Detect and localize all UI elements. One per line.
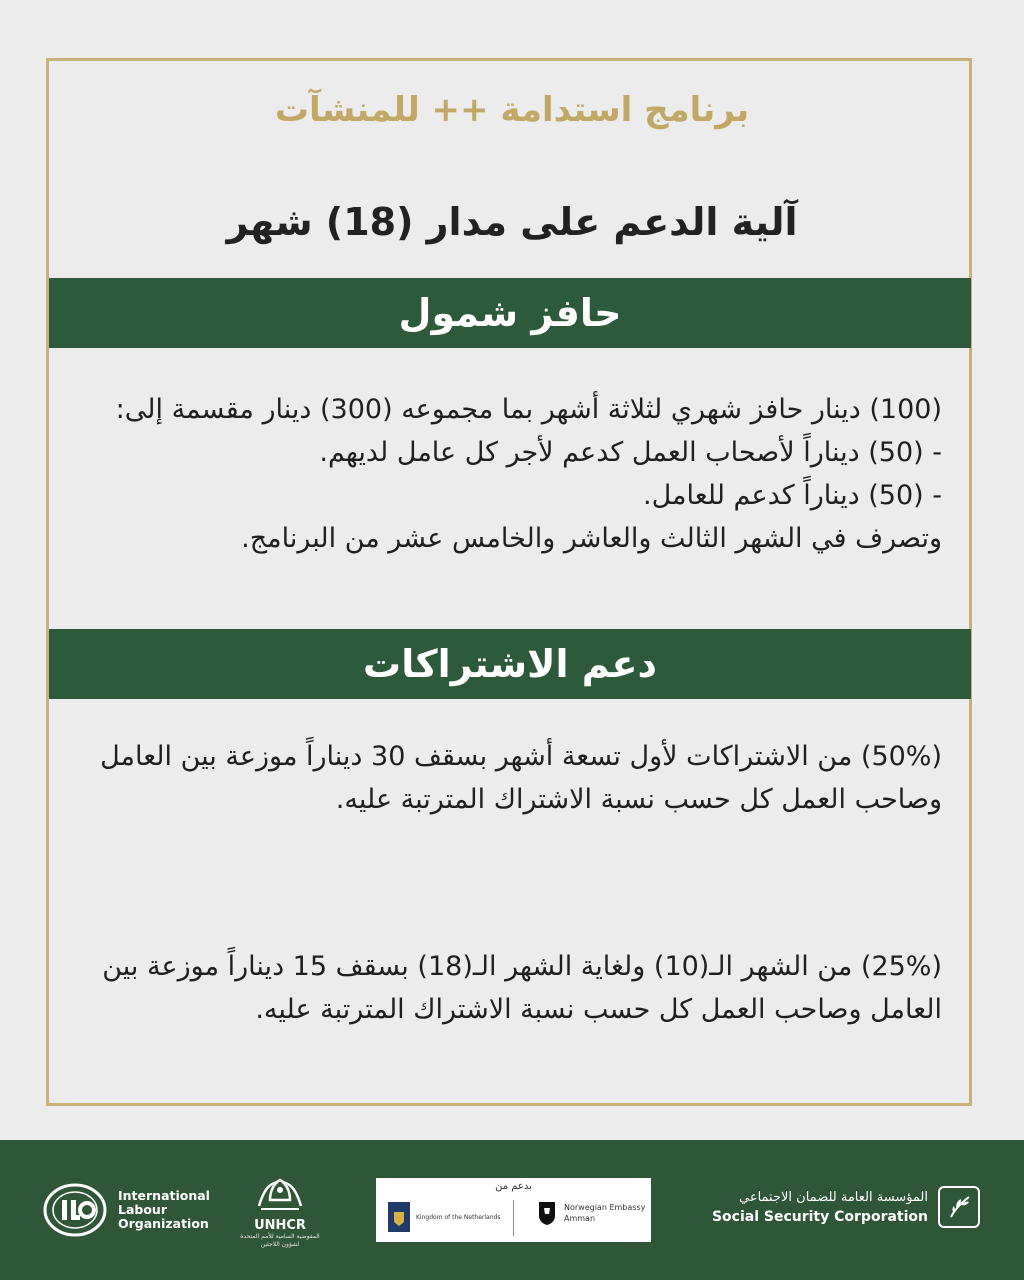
norway-logo: [536, 1200, 645, 1226]
ssc-logo: [712, 1186, 980, 1228]
contribution-support-para-2: (25%) من الشهر الـ(10) ولغاية الشهر الـ(18) بسقف 15 ديناراً موزعة بين العامل وصاحب العمل كل حسب نسبة الاشتراك المترتبة عليه.: [102, 951, 942, 1025]
ilo-name-line: International: [118, 1188, 210, 1203]
leaf-icon: [945, 1193, 973, 1221]
netherlands-logo: [388, 1202, 500, 1232]
netherlands-crest-icon: [388, 1202, 410, 1232]
support-label: بدعم من: [495, 1181, 532, 1192]
support-box: [376, 1178, 651, 1242]
section-heading-inclusion-incentive: حافز شمول: [49, 278, 971, 348]
contribution-support-para-1: (50%) من الاشتراكات لأول تسعة أشهر بسقف 30 ديناراً موزعة بين العامل وصاحب العمل كل حسب نسبة الاشتراك المترتبة عليه.: [100, 741, 942, 815]
ssc-english-name: Social Security Corporation: [711, 1208, 928, 1225]
ilo-name-line: Organization: [118, 1216, 209, 1231]
unhcr-logo: [240, 1176, 320, 1249]
norway-name: Norwegian Embassy: [564, 1203, 646, 1212]
ssc-arabic-name: المؤسسة العامة للضمان الاجتماعي: [738, 1189, 928, 1205]
section-heading-contribution-support: دعم الاشتراكات: [49, 629, 971, 699]
incentive-line: وتصرف في الشهر الثالث والعاشر والخامس عشر من البرنامج.: [241, 523, 942, 554]
norway-city: Amman: [564, 1214, 596, 1223]
logo-divider: [513, 1200, 514, 1236]
norway-lion-icon: [536, 1200, 558, 1226]
inclusion-incentive-text: [100, 388, 942, 560]
unhcr-name: UNHCR: [254, 1218, 306, 1233]
incentive-line: - (50) ديناراً كدعم للعامل.: [643, 480, 942, 511]
support-mechanism-title: آلية الدعم على مدار (18) شهر: [226, 200, 798, 244]
incentive-line: (100) دينار حافز شهري لثلاثة أشهر بما مجموعه (300) دينار مقسمة إلى:: [115, 394, 942, 425]
footer-logos: [0, 1140, 1024, 1280]
unhcr-arabic-name: المفوضية السامية للأمم المتحدة لشؤون اللاجئين: [240, 1233, 320, 1248]
ilo-logo: [42, 1182, 210, 1238]
program-title: برنامج استدامة ++ للمنشآت: [274, 90, 750, 130]
ssc-emblem: [938, 1186, 980, 1228]
ilo-name-line: Labour: [118, 1202, 167, 1217]
netherlands-name: Kingdom of the Netherlands: [416, 1213, 501, 1221]
incentive-line: - (50) ديناراً لأصحاب العمل كدعم لأجر كل عامل لديهم.: [319, 437, 942, 468]
ilo-emblem-icon: [42, 1182, 108, 1238]
unhcr-emblem-icon: [255, 1176, 305, 1212]
